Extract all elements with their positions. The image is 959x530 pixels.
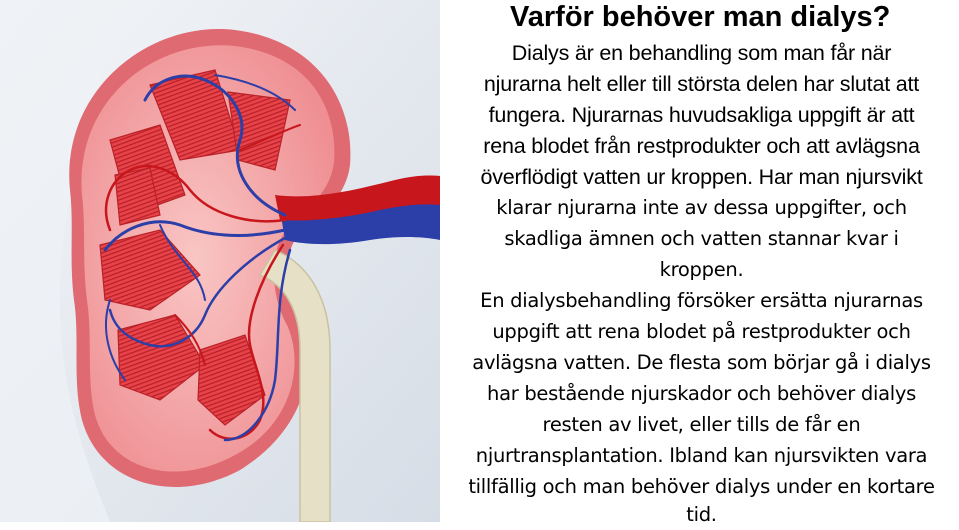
- body-line: skadliga ämnen och vatten stannar kvar i: [504, 227, 899, 250]
- body-line: njurarna helt eller till största delen har slutat att: [483, 72, 920, 96]
- body-line: uppgift att rena blodet på restprodukter och: [492, 320, 911, 343]
- body-line: njurtransplantation. Ibland kan njursvikten vara: [475, 444, 928, 467]
- kidney-illustration: [0, 0, 440, 522]
- body-line: har bestående njurskador och behöver dialys: [487, 382, 916, 405]
- body-line: tillfällig och man behöver dialys under en kortare: [468, 475, 935, 498]
- body-line: överflödigt vatten ur kroppen. Har man njursvikt: [480, 165, 923, 189]
- body-line: tid.: [686, 503, 717, 526]
- body-line: klarar njurarna inte av dessa uppgifter, och: [496, 196, 907, 219]
- body-line: avlägsna vatten. De flesta som börjar gå i dialys: [472, 351, 931, 374]
- body-line: resten av livet, eller tills de får en: [542, 413, 861, 436]
- body-line: Dialys är en behandling som man får när: [511, 41, 892, 65]
- slide-title: Varför behöver man dialys?: [510, 1, 891, 33]
- body-line: rena blodet från restprodukter och att avlägsna: [483, 134, 920, 158]
- body-line: En dialysbehandling försöker ersätta njurarnas: [480, 289, 923, 312]
- body-line: kroppen.: [659, 258, 744, 281]
- text-column: [444, 0, 959, 526]
- body-line: fungera. Njurarnas huvudsakliga uppgift är att: [488, 103, 915, 127]
- kidney-cross-section-icon: [0, 0, 440, 522]
